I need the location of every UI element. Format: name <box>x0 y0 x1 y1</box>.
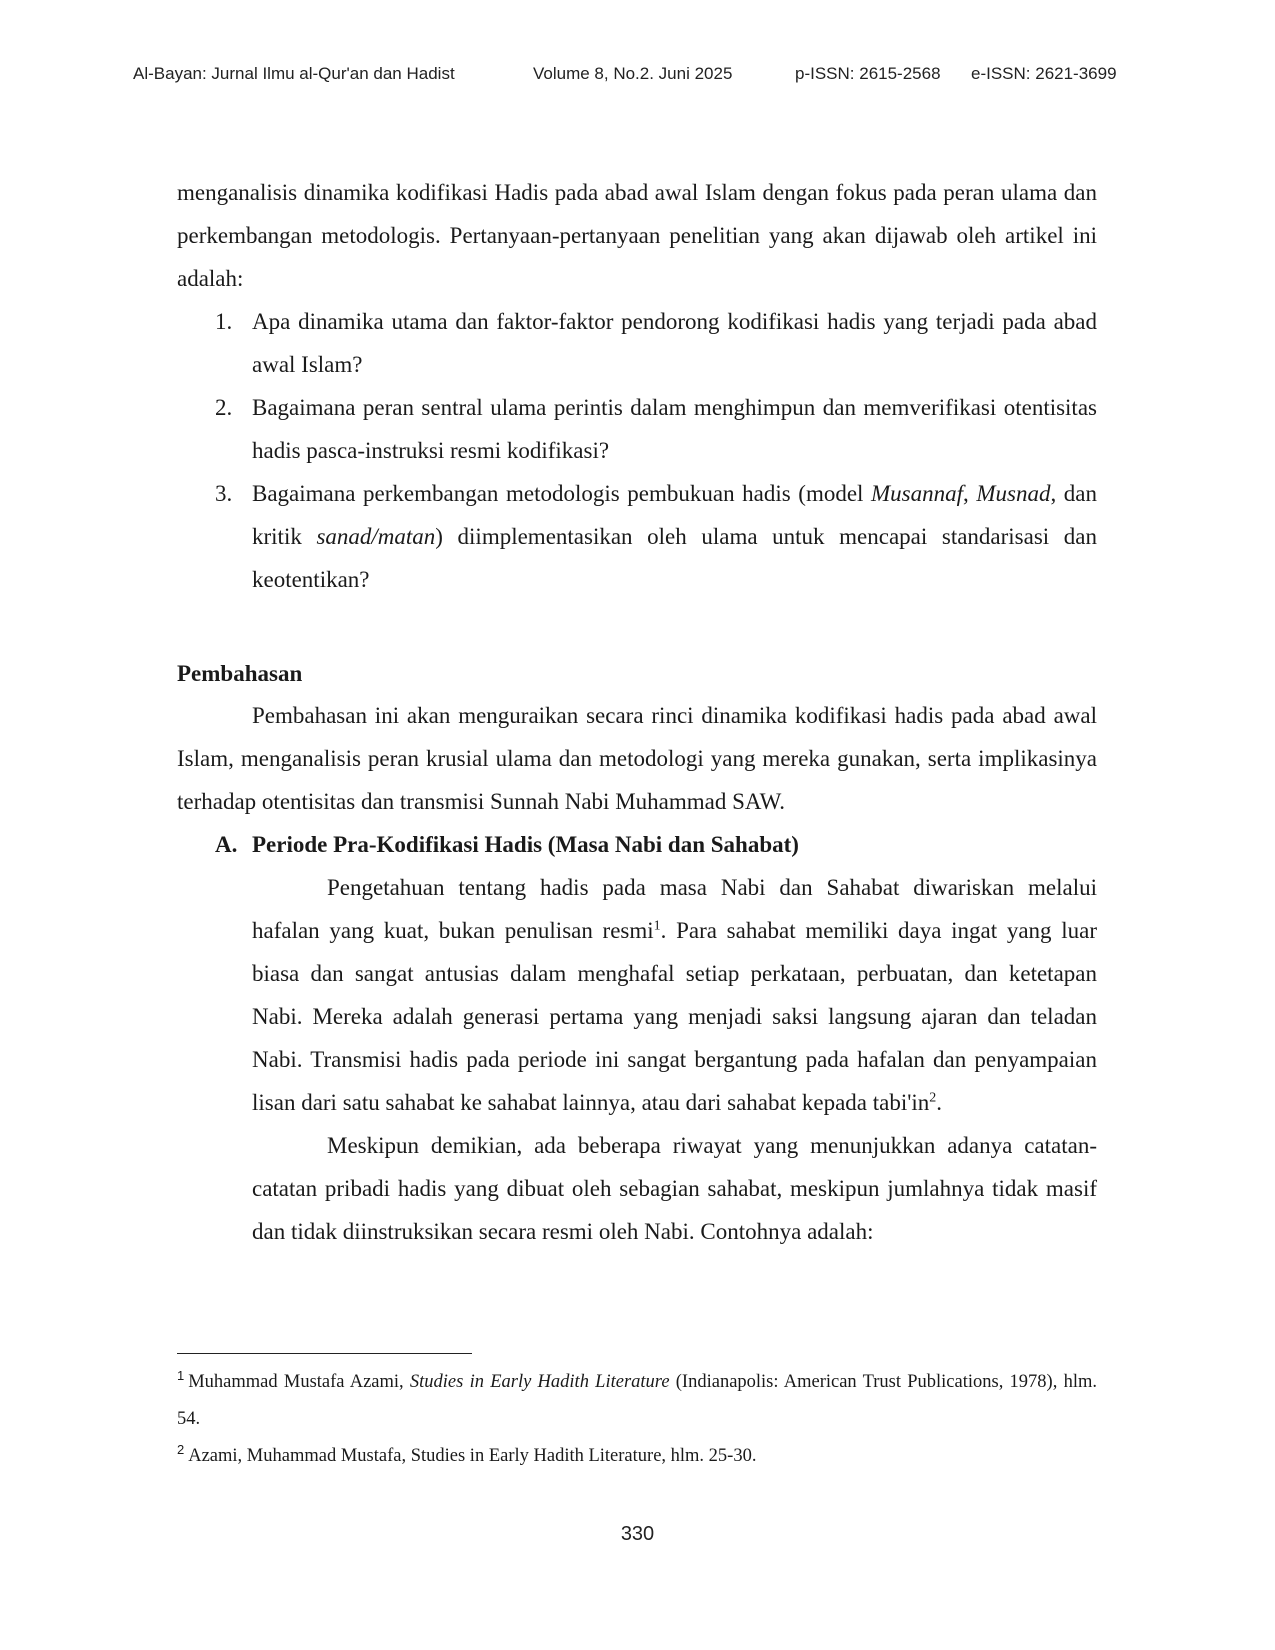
footnote-book-title: Studies in Early Hadith Literature <box>409 1372 670 1392</box>
footnote-mark: 1 <box>177 1367 185 1383</box>
term-sanad-matan: sanad/matan <box>316 524 436 549</box>
question-text: Apa dinamika utama dan faktor-faktor pendorong kodifikasi hadis yang terjadi pada abad awal Islam? <box>252 309 1097 377</box>
paragraph-text: . <box>936 1090 943 1115</box>
intro-paragraph: menganalisis dinamika kodifikasi Hadis pada abad awal Islam dengan fokus pada peran ulama dan perkembangan metodologis. Pertanyaan-pertanyaan penelitian yang akan dijawab oleh artikel ini adalah: <box>177 180 1097 291</box>
journal-name: Al-Bayan: Jurnal Ilmu al-Qur'an dan Hadist <box>133 64 455 83</box>
question-number: 3. <box>215 481 233 506</box>
question-text-part: , dan kritik <box>252 481 1098 549</box>
footnote-reference[interactable]: 2 <box>929 1090 937 1106</box>
electronic-issn: e-ISSN: 2621-3699 <box>971 64 1117 83</box>
subsection-heading <box>215 823 1095 866</box>
research-question-item <box>177 300 1097 386</box>
subsection-body <box>252 866 1097 1253</box>
question-text-part: , <box>963 481 977 506</box>
term-musannaf: Musannaf <box>871 481 964 506</box>
section-intro-block <box>177 694 1097 823</box>
section-intro-paragraph: Pembahasan ini akan menguraikan secara rinci dinamika kodifikasi hadis pada abad awal Islam, menganalisis peran krusial ulama dan metodologi yang mereka gunakan, serta implikasinya terhadap otentisitas dan transmisi Sunnah Nabi Muhammad SAW. <box>177 703 1097 814</box>
term-musnad: Musnad <box>976 481 1051 506</box>
intro-block <box>177 171 1097 601</box>
subsection-paragraph: Meskipun demikian, ada beberapa riwayat yang menunjukkan adanya catatan-catatan pribadi hadis yang dibuat oleh sebagian sahabat, meskipun jumlahnya tidak masif dan tidak diinstruksikan secara resmi oleh Nabi. Contohnya adalah: <box>252 1133 1097 1244</box>
footnote-mark: 2 <box>177 1441 185 1457</box>
subsection-title: Periode Pra-Kodifikasi Hadis (Masa Nabi dan Sahabat) <box>252 832 799 857</box>
research-questions-list <box>177 300 1097 601</box>
page-number: 330 <box>620 1523 655 1545</box>
journal-volume: Volume 8, No.2. Juni 2025 <box>533 64 733 83</box>
subsection-letter: A. <box>215 832 238 857</box>
research-question-item <box>177 386 1097 472</box>
question-number: 1. <box>215 309 233 334</box>
footnote-text: Azami, Muhammad Mustafa, Studies in Early Hadith Literature, hlm. 25-30. <box>188 1446 757 1466</box>
section-heading: Pembahasan <box>177 661 303 686</box>
question-text-part: ) diimplementasikan oleh ulama untuk mencapai standarisasi dan keotentikan? <box>252 524 1097 592</box>
print-issn: p-ISSN: 2615-2568 <box>795 64 941 83</box>
footnote-item <box>177 1364 1097 1438</box>
subsection-paragraph <box>252 866 1097 1124</box>
footnote-divider <box>177 1353 472 1354</box>
paragraph-text: Pengetahuan tentang hadis pada masa Nabi dan Sahabat diwariskan melalui hafalan yang kuat, bukan penulisan resmi <box>252 875 1097 943</box>
footnotes <box>177 1364 1097 1475</box>
footnote-text: (Indianapolis: American Trust Publications, 1978), hlm. 54. <box>177 1372 1097 1429</box>
question-text: Bagaimana peran sentral ulama perintis dalam menghimpun dan memverifikasi otentisitas hadis pasca-instruksi resmi kodifikasi? <box>252 395 1097 463</box>
running-header <box>133 64 1143 90</box>
paragraph-text: . Para sahabat memiliki daya ingat yang luar biasa dan sangat antusias dalam menghafal setiap perkataan, perbuatan, dan ketetapan Nabi. Mereka adalah generasi pertama yang menjadi saksi langsung ajaran dan teladan Nabi. Transmisi hadis pada periode ini sangat bergantung pada hafalan dan penyampaian lisan dari satu sahabat ke sahabat lainnya, atau dari sahabat kepada tabi'in <box>252 918 1098 1115</box>
footnote-text: Muhammad Mustafa Azami, <box>188 1372 410 1392</box>
footnote-item <box>177 1438 1097 1475</box>
question-text-part: Bagaimana perkembangan metodologis pembukuan hadis (model <box>252 481 872 506</box>
footnote-reference[interactable]: 1 <box>653 918 661 934</box>
research-question-item <box>177 472 1097 601</box>
question-number: 2. <box>215 395 233 420</box>
